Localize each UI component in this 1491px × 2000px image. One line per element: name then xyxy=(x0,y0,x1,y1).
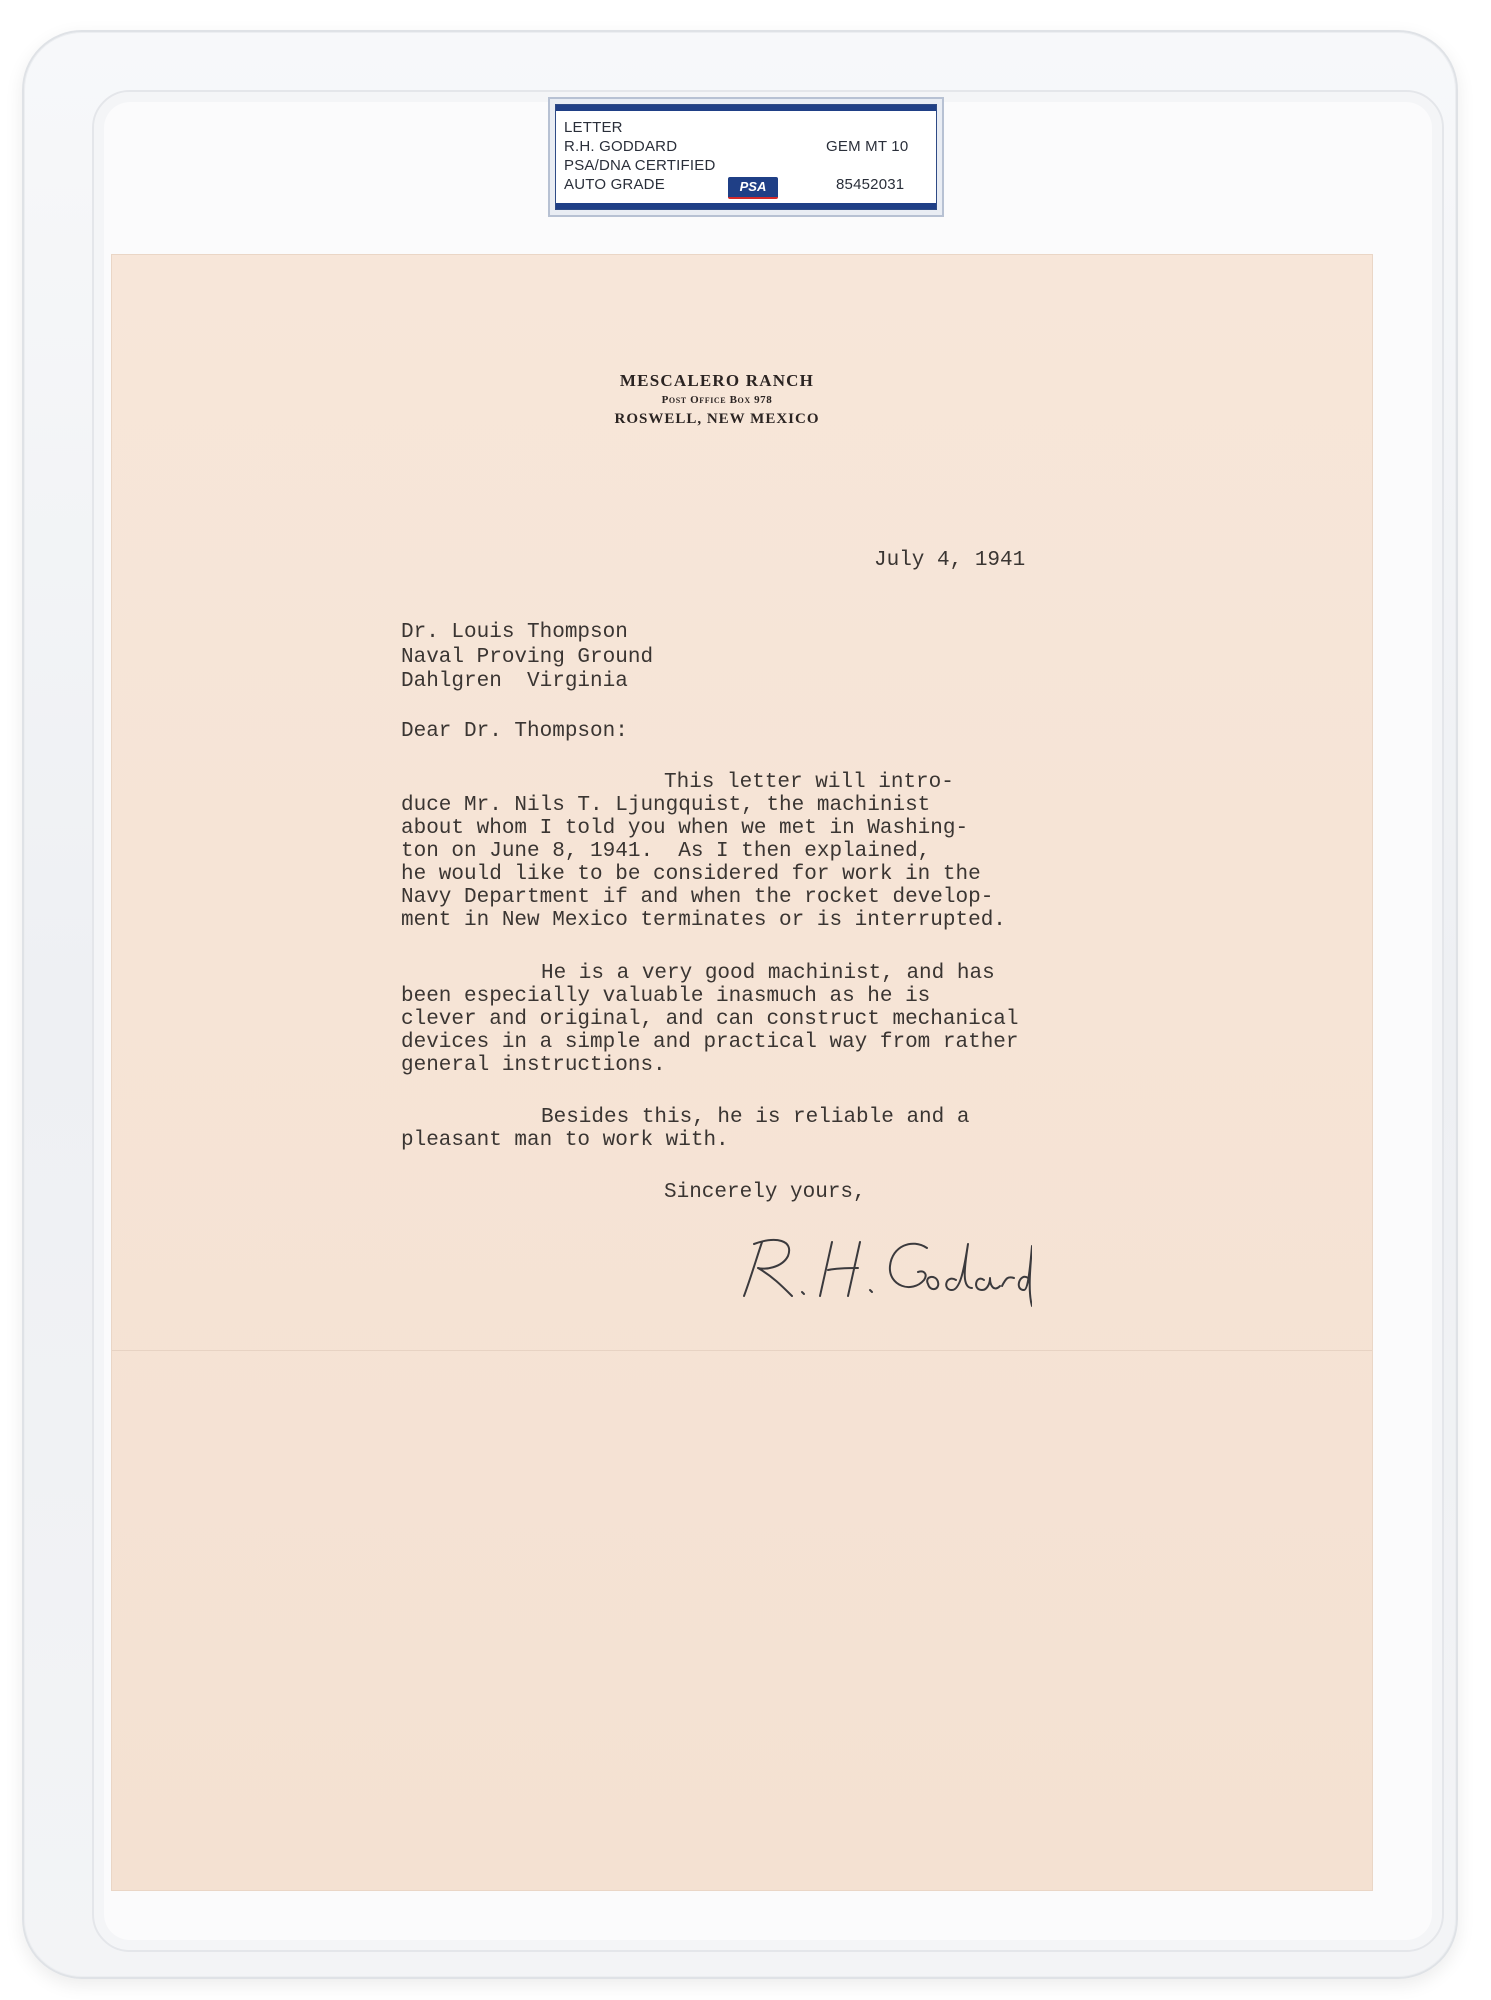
label-grade: GEM MT 10 xyxy=(826,138,909,155)
paragraph-1-line: This letter will intro- xyxy=(664,771,954,794)
paragraph-2-line: He is a very good machinist, and has xyxy=(541,962,995,985)
paragraph-1-line: Navy Department if and when the rocket develop- xyxy=(401,886,994,909)
letter-date: July 4, 1941 xyxy=(874,549,1026,572)
address-line: Dahlgren Virginia xyxy=(401,670,628,693)
paragraph-1-line: he would like to be considered for work in the xyxy=(401,863,981,886)
label-line-1: LETTER xyxy=(564,119,623,136)
address-line: Naval Proving Ground xyxy=(401,646,654,669)
label-line-2: R.H. GODDARD xyxy=(564,138,678,155)
letterhead-po-box: Post Office Box 978 xyxy=(661,394,773,406)
letterhead-city: ROSWELL, NEW MEXICO xyxy=(614,411,820,427)
letterhead-name: MESCALERO RANCH xyxy=(619,371,815,390)
paragraph-2-line: been especially valuable inasmuch as he is xyxy=(401,985,931,1008)
grading-label xyxy=(548,97,944,217)
paragraph-1-line: about whom I told you when we met in Washing- xyxy=(401,817,969,840)
paragraph-1-line: ton on June 8, 1941. As I then explained, xyxy=(401,840,931,863)
letter-sheet xyxy=(112,255,1372,1890)
paragraph-1-line: ment in New Mexico terminates or is interrupted. xyxy=(401,909,1006,932)
paragraph-1-line: duce Mr. Nils T. Ljungquist, the machinist xyxy=(401,794,931,817)
paragraph-2-line: general instructions. xyxy=(401,1054,666,1077)
fold-line xyxy=(112,1350,1372,1351)
address-line: Dr. Louis Thompson xyxy=(401,621,628,644)
signature-image xyxy=(732,1230,1032,1310)
label-body xyxy=(555,104,937,210)
label-stripe-top xyxy=(556,105,936,111)
psa-logo-icon: PSA xyxy=(728,177,778,199)
paragraph-3-line: pleasant man to work with. xyxy=(401,1129,729,1152)
closing: Sincerely yours, xyxy=(664,1181,866,1204)
label-line-3: PSA/DNA CERTIFIED xyxy=(564,157,716,174)
paragraph-2-line: devices in a simple and practical way from rather xyxy=(401,1031,1019,1054)
label-line-4: AUTO GRADE xyxy=(564,176,665,193)
paragraph-2-line: clever and original, and can construct mechanical xyxy=(401,1008,1019,1031)
label-cert-number: 85452031 xyxy=(836,176,905,193)
label-stripe-bottom xyxy=(556,203,936,209)
paragraph-3-line: Besides this, he is reliable and a xyxy=(541,1106,970,1129)
salutation: Dear Dr. Thompson: xyxy=(401,720,628,743)
